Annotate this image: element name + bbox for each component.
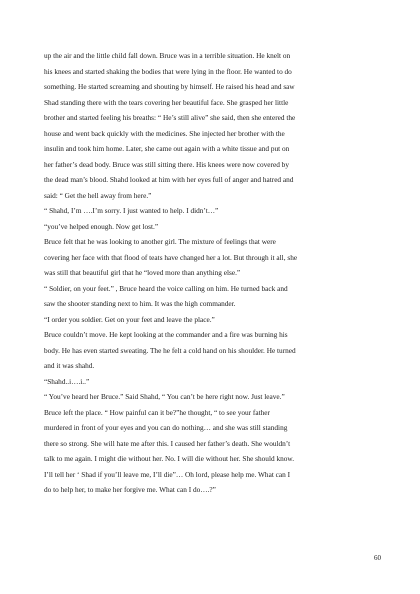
text-line: up the air and the little child fall down. Bruce was in a terrible situation. He knelt on <box>44 51 291 60</box>
text-line: something. He started screaming and shouting by himself. He raised his head and saw <box>44 82 295 91</box>
text-line: “ Shahd, I’m ….I’m sorry. I just wanted to help. I didn’t…” <box>44 206 219 215</box>
text-line: saw the shooter standing next to him. It was the high commander. <box>44 299 236 308</box>
text-line: was still that beautiful girl that he “loved more than anything else.” <box>44 268 241 277</box>
text-line: house and went back quickly with the medicines. She injected her brother with the <box>44 128 285 138</box>
text-line: murdered in front of your eyes and you can do nothing… and she was still standing <box>44 423 288 432</box>
text-line: Bruce left the place. “ How painful can it be?”he thought, “ to see your father <box>44 407 270 417</box>
text-line: insulin and took him home. Later, she came out again with a white tissue and put on <box>44 144 290 153</box>
text-line: “Shahd..i….i..” <box>44 376 90 386</box>
text-line: I’ll tell her ‘ Shad if you’ll leave me, I’ll die”… Oh lord, please help me. What can I <box>44 469 291 479</box>
text-line: do to help her, to make her forgive me. What can I do….?” <box>44 485 216 494</box>
text-line: “ You’ve heard her Bruce.” Said Shahd, “ You can’t be here right now. Just leave.” <box>44 392 285 401</box>
page-number: 60 <box>374 554 381 562</box>
text-line: body. He has even started sweating. The he felt a cold hand on his shoulder. He turned <box>44 345 296 355</box>
text-line: Bruce felt that he was looking to another girl. The mixture of feelings that were <box>44 237 276 246</box>
text-line: “you’ve helped enough. Now get lost.” <box>44 221 159 231</box>
text-line: covering her face with that flood of teats have changed her a lot. But through it all, she <box>44 252 298 262</box>
text-line: talk to me again. I might die without her. No. I will die without her. She should know. <box>44 454 295 463</box>
text-line: Bruce couldn’t move. He kept looking at the commander and a fire was burning his <box>44 330 288 339</box>
text-line: “ Soldier, on your feet.” , Bruce heard the voice calling on him. He turned back and <box>44 283 288 293</box>
text-line: Shad standing there with the tears covering her beautiful face. She grasped her little <box>44 97 289 107</box>
text-line: his knees and started shaking the bodies that were lying in the floor. He wanted to do <box>44 66 292 76</box>
body-text <box>44 48 380 498</box>
text-line: “I order you soldier. Get on your feet and leave the place.” <box>44 314 215 324</box>
text-line: her father’s dead body. Bruce was still sitting there. His knees were now covered by <box>44 159 289 169</box>
text-line: and it was shahd. <box>44 361 95 370</box>
text-line: there so strong. She will hate me after this. I caused her father’s death. She wouldn’t <box>44 438 291 448</box>
text-line: brother and started feeling his breaths: “ He’s still alive” she said, then she entered the <box>44 113 296 122</box>
text-line: said: “ Get the hell away from here.” <box>44 190 152 200</box>
text-line: the dead man’s blood. Shahd looked at him with her eyes full of anger and hatred and <box>44 175 294 184</box>
